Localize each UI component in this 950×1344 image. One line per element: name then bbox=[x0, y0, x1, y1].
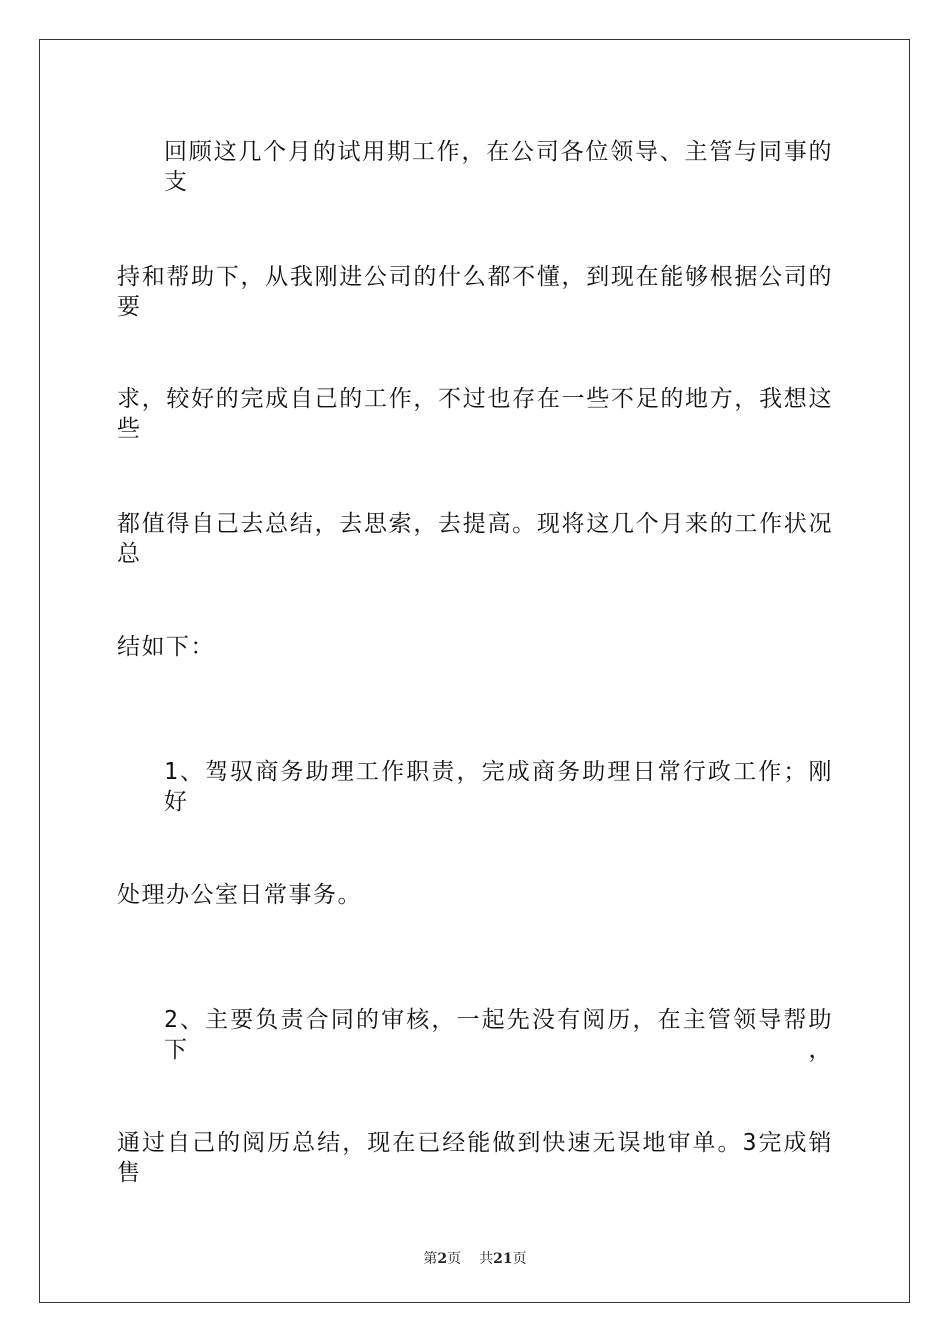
paragraph-line: 处理办公室日常事务。 bbox=[117, 882, 362, 908]
page-suffix: 页 bbox=[447, 1251, 462, 1267]
paragraph-line: 结如下： bbox=[117, 634, 215, 660]
page-number: 2 bbox=[437, 1251, 448, 1267]
paragraph-line: 持和帮助下，从我刚进公司的什么都不懂，到现在能够根据公司的要 bbox=[117, 264, 833, 320]
page-footer bbox=[0, 1248, 950, 1268]
paragraph-line: 都值得自己去总结，去思索，去提高。现将这几个月来的工作状况总 bbox=[117, 511, 833, 567]
paragraph-line: 1、驾驭商务助理工作职责，完成商务助理日常行政工作；刚好 bbox=[164, 759, 833, 815]
paragraph-line: 通过自己的阅历总结，现在已经能做到快速无误地审单。3完成销售 bbox=[117, 1130, 833, 1186]
paragraph-line: 2、主要负责合同的审核，一起先没有阅历，在主管领导帮助下， bbox=[164, 1007, 833, 1063]
paragraph-line: 回顾这几个月的试用期工作，在公司各位领导、主管与同事的支 bbox=[164, 139, 833, 195]
page-frame bbox=[39, 39, 910, 1303]
paragraph-line: 求，较好的完成自己的工作，不过也存在一些不足的地方，我想这些 bbox=[117, 386, 833, 442]
page-prefix: 第 bbox=[423, 1251, 438, 1267]
total-prefix: 共 bbox=[479, 1251, 494, 1267]
total-pages: 21 bbox=[493, 1251, 513, 1267]
total-suffix: 页 bbox=[512, 1251, 527, 1267]
